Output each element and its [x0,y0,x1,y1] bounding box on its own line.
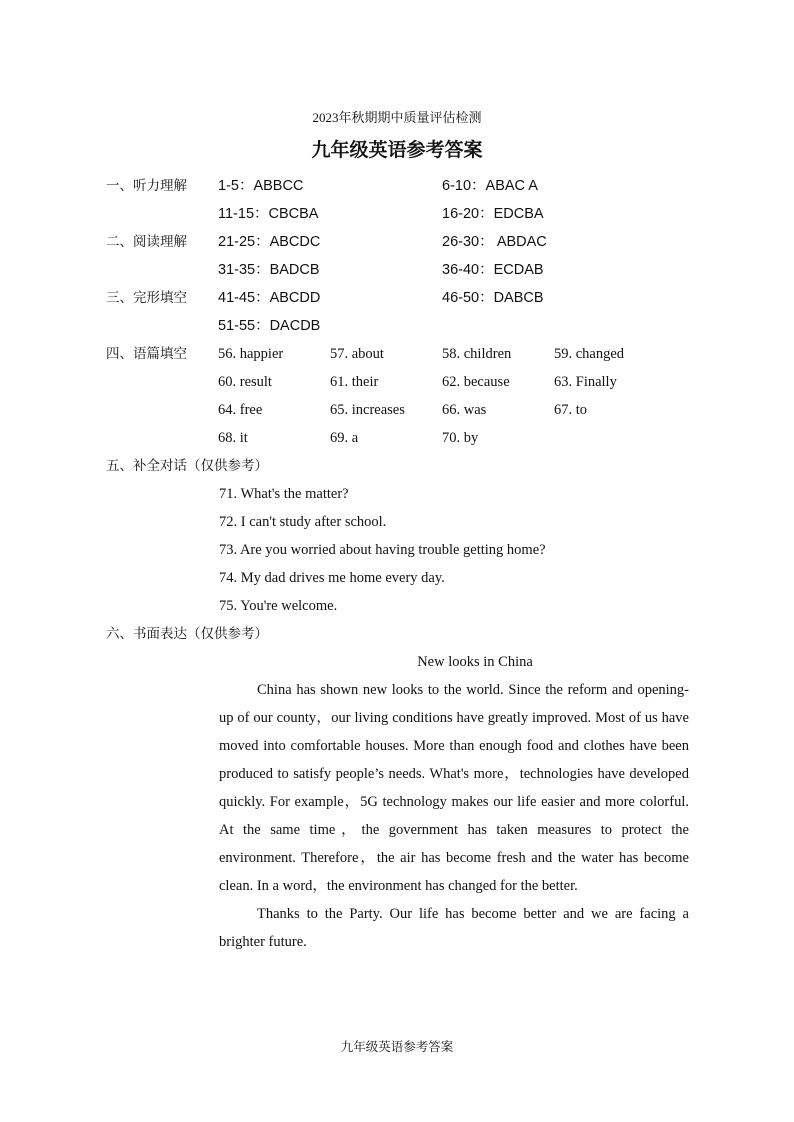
dialogue-answer: 71. What's the matter? [219,486,349,502]
answer-cell: 61. their [330,374,379,390]
answer-cell: 51-55：DACDB [218,318,321,334]
page-subtitle: 2023年秋期期中质量评估检测 [312,110,482,125]
answer-row [0,620,794,648]
answer-cell: 36-40：ECDAB [442,262,544,278]
dialogue-line [0,508,794,536]
answer-cell: 62. because [442,374,510,390]
answer-cell: 58. children [442,346,512,362]
answer-row [0,228,794,256]
answer-cell: 59. changed [554,346,625,362]
dialogue-line [0,536,794,564]
dialogue-line [0,480,794,508]
essay-paragraph: Thanks to the Party. Our life has become better and we are facing a brighter future. [219,906,689,950]
answer-cell: 68. it [218,430,248,446]
dialogue-answer: 74. My dad drives me home every day. [219,570,445,586]
section-label-dialogue: 五、补全对话（仅供参考） [106,458,268,473]
answer-cell: 57. about [330,346,384,362]
answer-cell: 65. increases [330,402,405,418]
answer-cell: 26-30： ABDAC [442,234,547,250]
answer-cell: 69. a [330,430,359,446]
dialogue-line [0,564,794,592]
essay-title: New looks in China [417,654,533,670]
dialogue-line [0,592,794,620]
answer-row [0,396,794,424]
answer-cell: 67. to [554,402,588,418]
answer-row [0,452,794,480]
section-label-writing: 六、书面表达（仅供参考） [106,626,268,641]
answer-cell: 66. was [442,402,487,418]
answer-cell: 41-45：ABCDD [218,290,321,306]
essay-body [219,676,689,956]
answer-cell: 6-10：ABAC A [442,178,538,194]
answer-row [0,284,794,312]
section-label-listening: 一、听力理解 [106,178,187,193]
answer-cell: 63. Finally [554,374,617,390]
answer-row [0,172,794,200]
answer-row [0,368,794,396]
answer-cell: 31-35：BADCB [218,262,320,278]
answer-cell: 60. result [218,374,272,390]
section-label-passage-fill: 四、语篇填空 [106,346,187,361]
answer-row [0,312,794,340]
answer-cell: 56. happier [218,346,284,362]
page-footer: 九年级英语参考答案 [340,1040,454,1054]
answer-row [0,340,794,368]
dialogue-answer: 75. You're welcome. [219,598,338,614]
essay-paragraph: China has shown new looks to the world. Since the reform and opening-up of our county，our living conditions have greatly improved. Most of us have moved into comfortable houses. More than enough food and clothes have been produced to satisfy people’s needs. What's more，technologies have developed quickly. For example，5G technology makes our life easier and more colorful. At the same time，the government has taken measures to protect the environment. Therefore，the air has become fresh and the water has become clean. In a word，the environment has changed for the better. [219,682,689,894]
section-label-cloze: 三、完形填空 [106,290,187,305]
section-label-reading: 二、阅读理解 [106,234,187,249]
answer-cell: 11-15：CBCBA [218,206,319,222]
answer-row [0,256,794,284]
dialogue-answer: 72. I can't study after school. [219,514,387,530]
page-title: 九年级英语参考答案 [311,140,483,161]
answer-cell: 64. free [218,402,263,418]
answer-cell: 46-50：DABCB [442,290,544,306]
answer-row [0,200,794,228]
answer-cell: 70. by [442,430,479,446]
answer-cell: 1-5：ABBCC [218,178,304,194]
answer-cell: 21-25：ABCDC [218,234,321,250]
dialogue-answer: 73. Are you worried about having trouble getting home? [219,542,546,558]
answer-row [0,424,794,452]
answer-cell: 16-20：EDCBA [442,206,544,222]
